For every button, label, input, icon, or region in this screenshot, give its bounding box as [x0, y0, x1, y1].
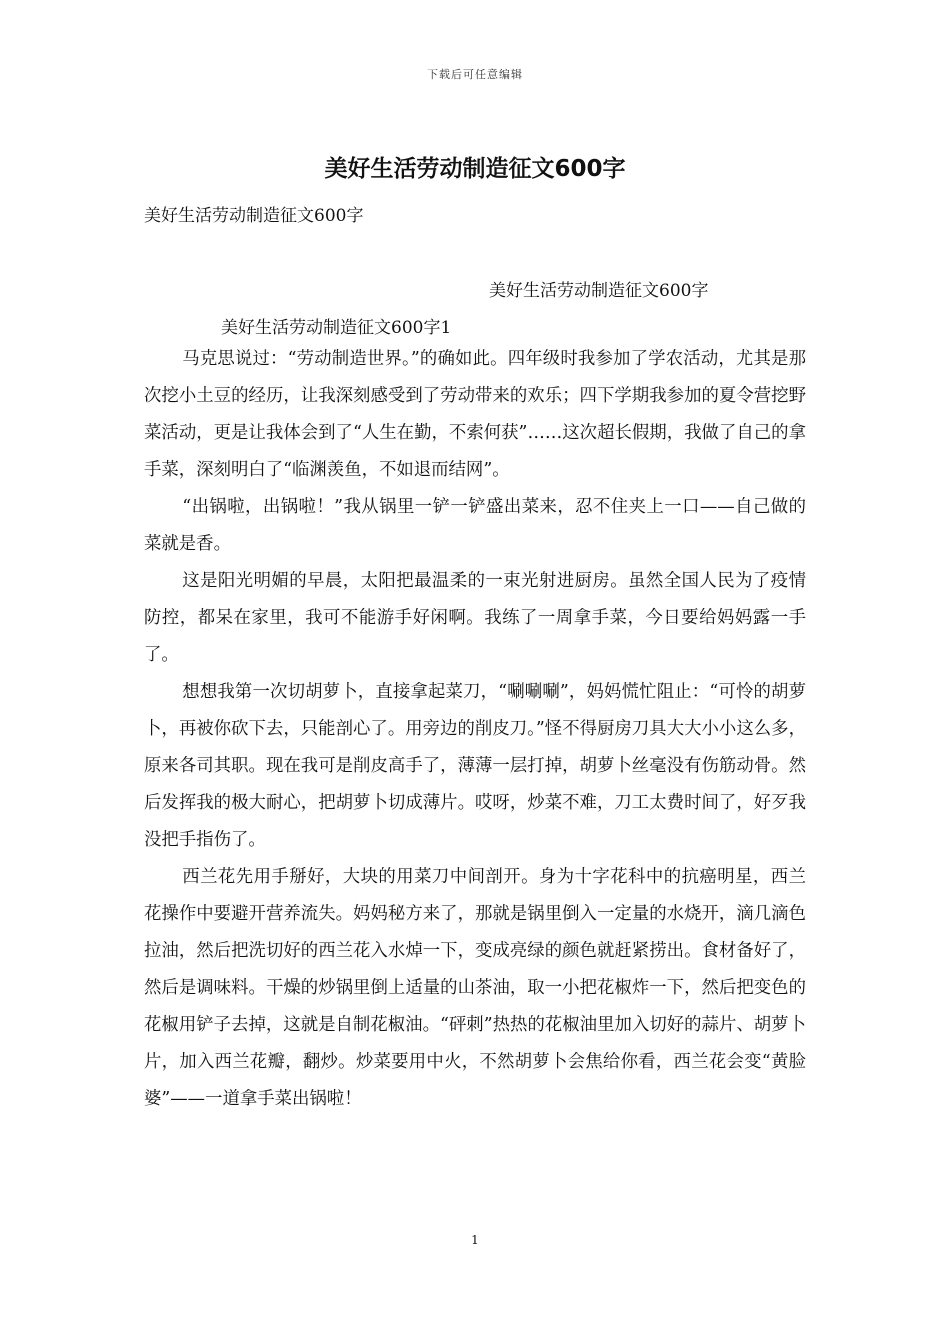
document-subtitle: 美好生活劳动制造征文600字 [144, 206, 364, 226]
paragraph: 西兰花先用手掰好，大块的用菜刀中间剖开。身为十字花科中的抗癌明星，西兰花操作中要避开营养流失。妈妈秘方来了，那就是锅里倒入一定量的水烧开，滴几滴色拉油，然后把洗切好的西兰花入水焯一下，变成亮绿的颜色就赶紧捞出。食材备好了，然后是调味料。干燥的炒锅里倒上适量的山茶油，取一小把花椒炸一下，然后把变色的花椒用铲子去掉，这就是自制花椒油。“砰刺”热热的花椒油里加入切好的蒜片、胡萝卜片，加入西兰花瓣，翻炒。炒菜要用中火，不然胡萝卜会焦给你看，西兰花会变“黄脸婆”——一道拿手菜出锅啦！ [144, 867, 806, 1109]
document-title: 美好生活劳动制造征文600字 [324, 156, 626, 182]
centered-heading: 美好生活劳动制造征文600字 [489, 281, 709, 301]
paragraph: “出锅啦，出锅啦！”我从锅里一铲一铲盛出菜来，忍不住夹上一口——自己做的菜就是香。 [144, 497, 806, 554]
page-number: 1 [471, 1233, 479, 1247]
essay-heading: 美好生活劳动制造征文600字1 [221, 318, 452, 338]
paragraph: 马克思说过：“劳动制造世界。”的确如此。四年级时我参加了学农活动，尤其是那次挖小土豆的经历，让我深刻感受到了劳动带来的欢乐；四下学期我参加的夏令营挖野菜活动，更是让我体会到了“人生在勤，不索何获”……这次超长假期，我做了自己的拿手菜，深刻明白了“临渊羡鱼，不如退而结网”。 [144, 349, 806, 480]
header-note: 下载后可任意编辑 [427, 68, 523, 81]
essay-body [144, 341, 806, 1118]
paragraph: 想想我第一次切胡萝卜，直接拿起菜刀，“唰唰唰”，妈妈慌忙阻止：“可怜的胡萝卜，再被你砍下去，只能剖心了。用旁边的削皮刀。”怪不得厨房刀具大大小小这么多，原来各司其职。现在我可是削皮高手了，薄薄一层打掉，胡萝卜丝毫没有伤筋动骨。然后发挥我的极大耐心，把胡萝卜切成薄片。哎呀，炒菜不难，刀工太费时间了，好歹我没把手指伤了。 [144, 682, 806, 850]
paragraph: 这是阳光明媚的早晨，太阳把最温柔的一束光射进厨房。虽然全国人民为了疫情防控，都呆在家里，我可不能游手好闲啊。我练了一周拿手菜，今日要给妈妈露一手了。 [144, 571, 806, 665]
